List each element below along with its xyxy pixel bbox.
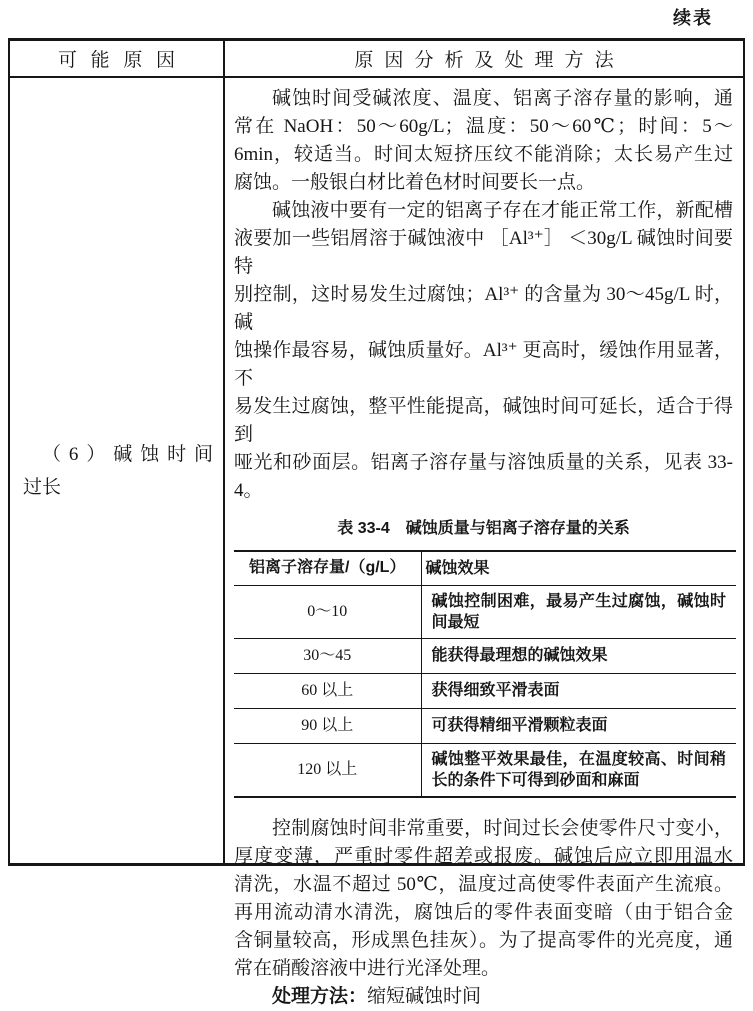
effect-cell: 可获得精细平滑颗粒表面 [421, 708, 736, 743]
paragraph-3-line: 常在硝酸溶液中进行光泽处理。 [234, 957, 501, 979]
inner-header-effect: 碱蚀效果 [421, 551, 736, 585]
paragraph-1-line: 常在 NaOH：50～60g/L；温度：50～60℃；时间：5～ [234, 116, 733, 137]
header-cause-label: 可能原因 [57, 50, 189, 71]
analysis-cell [225, 78, 743, 1007]
inner-table-header-row [234, 551, 736, 585]
amount-cell: 60 以上 [234, 673, 421, 708]
treatment-method-text: 缩短碱蚀时间 [367, 985, 482, 1007]
table-row [234, 638, 736, 673]
header-cell-cause [10, 41, 225, 76]
paragraph-2-line: 碱蚀液中要有一定的铝离子存在才能正常工作，新配槽 [272, 200, 733, 221]
table-row [234, 708, 736, 743]
main-table-header-row [10, 41, 743, 78]
cause-cell [10, 78, 225, 863]
paragraph-3 [234, 815, 733, 1011]
table-row [234, 743, 736, 797]
inner-header-amount: 铝离子溶存量/（g/L） [234, 551, 421, 585]
amount-cell: 30～45 [234, 638, 421, 673]
cause-line-2: 过长 [23, 476, 62, 498]
table-row [234, 585, 736, 638]
paragraph-3-line: 清洗，水温不超过 50℃，温度过高使零件表面产生流痕。 [234, 873, 733, 895]
header-cell-analysis [225, 41, 743, 76]
paragraph-1-line: 碱蚀时间受碱浓度、温度、铝离子溶存量的影响，通 [272, 88, 733, 109]
paragraph-2 [234, 197, 733, 505]
paragraph-2-line: 蚀操作最容易，碱蚀质量好。Al³⁺ 更高时，缓蚀作用显著，不 [234, 340, 733, 389]
treatment-method-label: 处理方法： [272, 985, 368, 1007]
effect-cell: 获得细致平滑表面 [421, 673, 736, 708]
paragraph-2-line: 液要加一些铝屑溶于碱蚀液中 ［Al³⁺］ ＜30g/L 碱蚀时间要特 [234, 228, 733, 277]
paragraph-2-line: 哑光和砂面层。铝离子溶存量与溶蚀质量的关系，见表 33-4。 [234, 452, 733, 501]
inner-table-title: 表 33-4 碱蚀质量与铝离子溶存量的关系 [337, 520, 630, 537]
paragraph-3-line: 含铜量较高，形成黑色挂灰）。为了提高零件的光亮度，通 [234, 929, 733, 951]
amount-cell: 0～10 [234, 585, 421, 638]
paragraph-3-line: 控制腐蚀时间非常重要，时间过长会使零件尺寸变小， [272, 817, 733, 839]
cause-line-1: （6）碱蚀时间 [42, 443, 213, 465]
table-row [234, 673, 736, 708]
paragraph-2-line: 易发生过腐蚀，整平性能提高，碱蚀时间可延长，适合于得到 [234, 396, 733, 445]
effect-cell: 碱蚀控制困难，最易产生过腐蚀，碱蚀时间最短 [421, 585, 736, 638]
inner-table [234, 550, 736, 798]
effect-cell: 能获得最理想的碱蚀效果 [421, 638, 736, 673]
main-table-body-row [10, 78, 743, 1007]
continued-table-label: 续表 [673, 8, 713, 28]
effect-cell: 碱蚀整平效果最佳，在温度较高、时间稍长的条件下可得到砂面和麻面 [431, 750, 726, 789]
paragraph-2-line: 别控制，这时易发生过腐蚀；Al³⁺ 的含量为 30～45g/L 时，碱 [234, 284, 733, 333]
amount-cell: 120 以上 [234, 743, 421, 797]
paragraph-1-line: 6min，较适当。时间太短挤压纹不能消除；太长易产生过 [234, 144, 733, 165]
main-table [8, 38, 745, 1007]
treatment-method-line [234, 983, 733, 1011]
paragraph-3-line: 厚度变薄，严重时零件超差或报废。碱蚀后应立即用温水 [234, 845, 733, 867]
header-analysis-label: 原因分析及处理方法 [354, 50, 625, 71]
paragraph-1-line: 腐蚀。一般银白材比着色材时间要长一点。 [234, 172, 596, 193]
paragraph-1 [234, 85, 733, 197]
amount-cell: 90 以上 [234, 708, 421, 743]
paragraph-3-line: 再用流动清水清洗，腐蚀后的零件表面变暗（由于铝合金 [234, 901, 733, 923]
